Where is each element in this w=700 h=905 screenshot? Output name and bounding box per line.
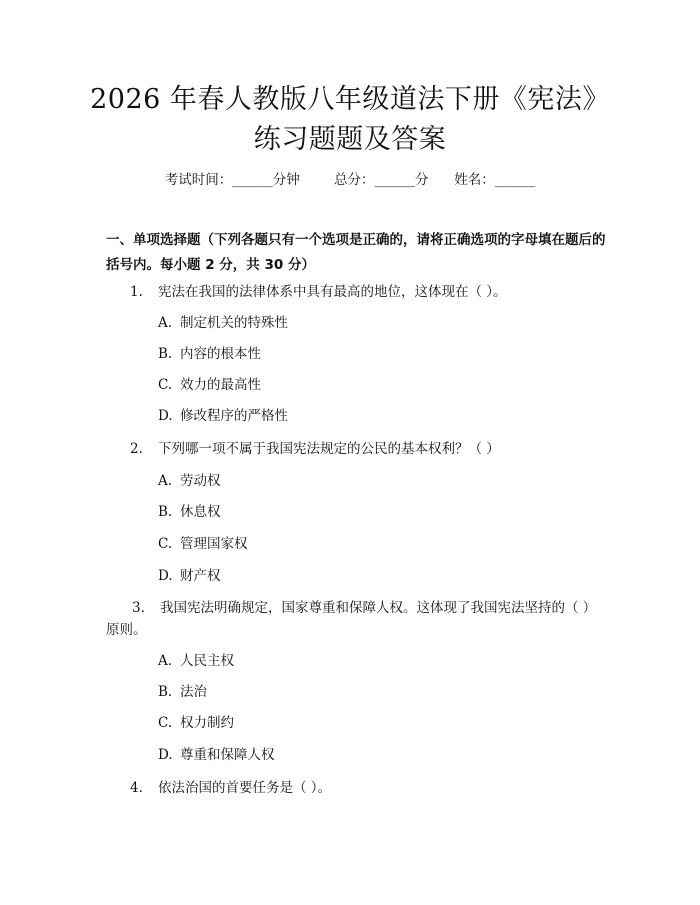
question-2 bbox=[130, 438, 500, 460]
option-3d bbox=[158, 745, 275, 765]
option-letter: D. bbox=[158, 408, 173, 424]
time-unit: 分钟 bbox=[272, 172, 300, 188]
option-text: 人民主权 bbox=[180, 653, 234, 669]
option-letter: A. bbox=[158, 315, 173, 331]
option-letter: B. bbox=[158, 346, 173, 362]
option-text: 法治 bbox=[180, 684, 207, 700]
question-number: 1. bbox=[130, 284, 143, 300]
question-number: 2. bbox=[130, 441, 143, 457]
option-letter: C. bbox=[158, 377, 173, 393]
option-text: 权力制约 bbox=[180, 715, 234, 731]
question-number: 3. bbox=[132, 600, 145, 616]
option-3c bbox=[158, 713, 234, 733]
option-letter: A. bbox=[158, 653, 173, 669]
question-4 bbox=[130, 777, 331, 799]
question-3 bbox=[106, 597, 596, 641]
option-3b bbox=[158, 682, 207, 702]
question-text: 我国宪法明确规定，国家尊重和保障人权。这体现了我国宪法坚持的（ ）原则。 bbox=[106, 600, 590, 638]
option-text: 劳动权 bbox=[180, 473, 221, 489]
question-number: 4. bbox=[130, 780, 143, 796]
option-1b bbox=[158, 344, 261, 364]
option-letter: C. bbox=[158, 715, 173, 731]
option-text: 财产权 bbox=[180, 568, 221, 584]
option-text: 效力的最高性 bbox=[180, 377, 261, 393]
question-text: 宪法在我国的法律体系中具有最高的地位，这体现在（ ）。 bbox=[158, 284, 507, 300]
option-letter: D. bbox=[158, 568, 173, 584]
option-text: 内容的根本性 bbox=[180, 346, 261, 362]
option-2d bbox=[158, 566, 221, 586]
time-label: 考试时间： bbox=[164, 172, 233, 188]
option-text: 尊重和保障人权 bbox=[180, 747, 275, 763]
option-2b bbox=[158, 502, 221, 522]
option-2a bbox=[158, 471, 221, 491]
option-letter: B. bbox=[158, 684, 173, 700]
section-heading: 一、单项选择题（下列各题只有一个选项是正确的，请将正确选项的字母填在题后的括号内。每小题 2 分，共 30 分） bbox=[106, 232, 606, 273]
option-letter: A. bbox=[158, 473, 173, 489]
option-2c bbox=[158, 534, 248, 554]
name-blank: ______ bbox=[494, 172, 536, 188]
option-3a bbox=[158, 651, 234, 671]
score-blank: ______ bbox=[374, 172, 416, 188]
option-1a bbox=[158, 313, 288, 333]
time-blank: ______ bbox=[232, 172, 273, 188]
option-1d bbox=[158, 406, 288, 426]
question-1 bbox=[130, 281, 507, 303]
page-title: 2026 年春人教版八年级道法下册《宪法》练习题题及答案 bbox=[90, 84, 610, 155]
option-letter: C. bbox=[158, 536, 173, 552]
exam-meta bbox=[0, 168, 700, 188]
option-text: 修改程序的严格性 bbox=[180, 408, 288, 424]
option-letter: D. bbox=[158, 747, 173, 763]
option-text: 制定机关的特殊性 bbox=[180, 315, 288, 331]
question-text: 依法治国的首要任务是（ ）。 bbox=[158, 780, 332, 796]
option-1c bbox=[158, 375, 261, 395]
option-text: 管理国家权 bbox=[180, 536, 248, 552]
question-text: 下列哪一项不属于我国宪法规定的公民的基本权利？（ ） bbox=[158, 441, 500, 457]
option-text: 休息权 bbox=[180, 504, 221, 520]
score-unit: 分 bbox=[415, 172, 429, 188]
score-label: 总分： bbox=[334, 172, 375, 188]
name-label: 姓名： bbox=[454, 172, 495, 188]
option-letter: B. bbox=[158, 504, 173, 520]
